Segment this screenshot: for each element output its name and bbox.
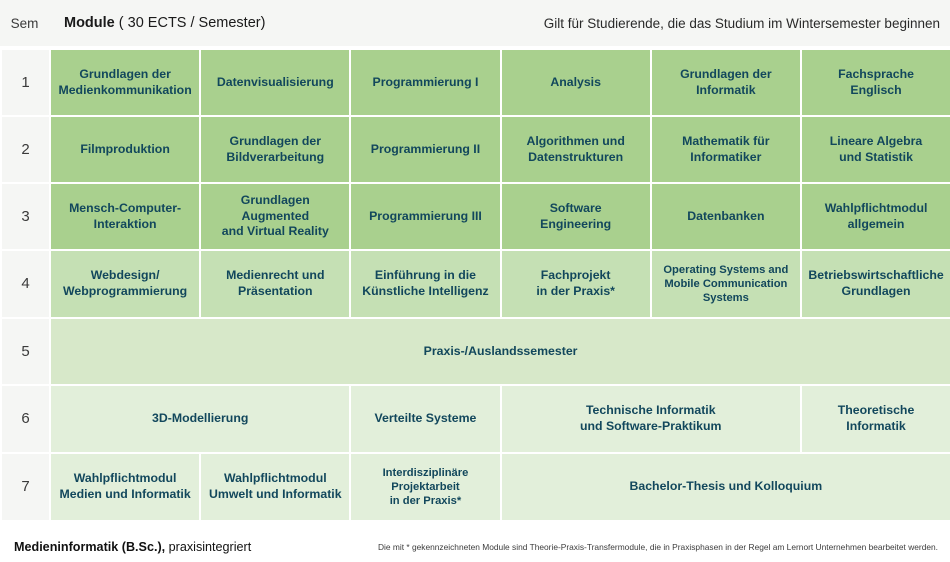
module-cell[interactable]: Mensch-Computer- Interaktion [50,183,200,250]
header-module-band [49,15,950,31]
semester-row [1,385,950,453]
module-cell[interactable]: Wahlpflichtmodul allgemein [801,183,950,250]
semester-number-cell: 7 [1,453,50,521]
header-validity-note: Gilt für Studierende, die das Studium im Wintersemester beginnen [543,15,940,31]
module-cell[interactable]: Datenbanken [651,183,801,250]
semester-number-cell: 5 [1,318,50,385]
page-footer [0,532,950,562]
module-cell[interactable]: Betriebswirtschaftliche Grundlagen [801,250,950,318]
module-cell[interactable]: Wahlpflichtmodul Medien und Informatik [50,453,200,521]
semester-number-cell: 4 [1,250,50,318]
module-cell[interactable]: Mathematik für Informatiker [651,116,801,183]
semester-row [1,183,950,250]
module-cell[interactable]: Grundlagen Augmented and Virtual Reality [200,183,350,250]
module-cell[interactable]: Grundlagen der Medienkommunikation [50,49,200,116]
module-cell[interactable]: 3D-Modellierung [50,385,350,453]
curriculum-table [0,48,950,522]
module-cell[interactable]: Programmierung III [350,183,500,250]
module-cell[interactable]: Verteilte Systeme [350,385,500,453]
module-cell[interactable]: Einführung in die Künstliche Intelligenz [350,250,500,318]
module-cell[interactable]: Grundlagen der Bildverarbeitung [200,116,350,183]
module-cell[interactable]: Filmproduktion [50,116,200,183]
module-cell[interactable]: Software Engineering [501,183,651,250]
module-cell[interactable]: Wahlpflichtmodul Umwelt und Informatik [200,453,350,521]
module-cell[interactable]: Webdesign/ Webprogrammierung [50,250,200,318]
program-title-bold: Medieninformatik (B.Sc.), [14,540,166,554]
program-title [14,540,251,554]
header-module-label [64,15,265,31]
module-cell[interactable]: Praxis-/Auslandssemester [50,318,950,385]
header-sem-label: Sem [10,15,39,31]
semester-row [1,116,950,183]
semester-row [1,49,950,116]
module-cell[interactable]: Datenvisualisierung [200,49,350,116]
module-cell[interactable]: Interdisziplinäre Projektarbeit in der Praxis* [350,453,500,521]
module-cell[interactable]: Bachelor-Thesis und Kolloquium [501,453,950,521]
curriculum-table-body [1,49,950,521]
semester-row [1,453,950,521]
module-cell[interactable]: Fachprojekt in der Praxis* [501,250,651,318]
module-cell[interactable]: Fachsprache Englisch [801,49,950,116]
module-cell[interactable]: Programmierung I [350,49,500,116]
header-module-label-bold: Module [64,15,115,31]
header-module-label-ects: ( 30 ECTS / Semester) [118,15,266,31]
semester-number-cell: 1 [1,49,50,116]
module-cell[interactable]: Algorithmen und Datenstrukturen [501,116,651,183]
semester-number-cell: 3 [1,183,50,250]
module-cell[interactable]: Theoretische Informatik [801,385,950,453]
program-title-rest: praxisintegriert [165,540,252,554]
module-cell[interactable]: Analysis [501,49,651,116]
semester-row [1,318,950,385]
semester-number-cell: 2 [1,116,50,183]
module-cell[interactable]: Programmierung II [350,116,500,183]
module-cell[interactable]: Medienrecht und Präsentation [200,250,350,318]
semester-number-cell: 6 [1,385,50,453]
table-header-band [0,0,950,48]
module-cell[interactable]: Lineare Algebra und Statistik [801,116,950,183]
module-cell[interactable]: Technische Informatik und Software-Praktikum [501,385,801,453]
module-cell[interactable]: Grundlagen der Informatik [651,49,801,116]
module-cell[interactable]: Operating Systems and Mobile Communication Systems [651,250,801,318]
semester-row [1,250,950,318]
footnote-text: Die mit * gekennzeichneten Module sind Theorie-Praxis-Transfermodule, die in Praxisphasen in der Regel am Lernort Unternehmen bearbeitet werden. [377,542,938,552]
